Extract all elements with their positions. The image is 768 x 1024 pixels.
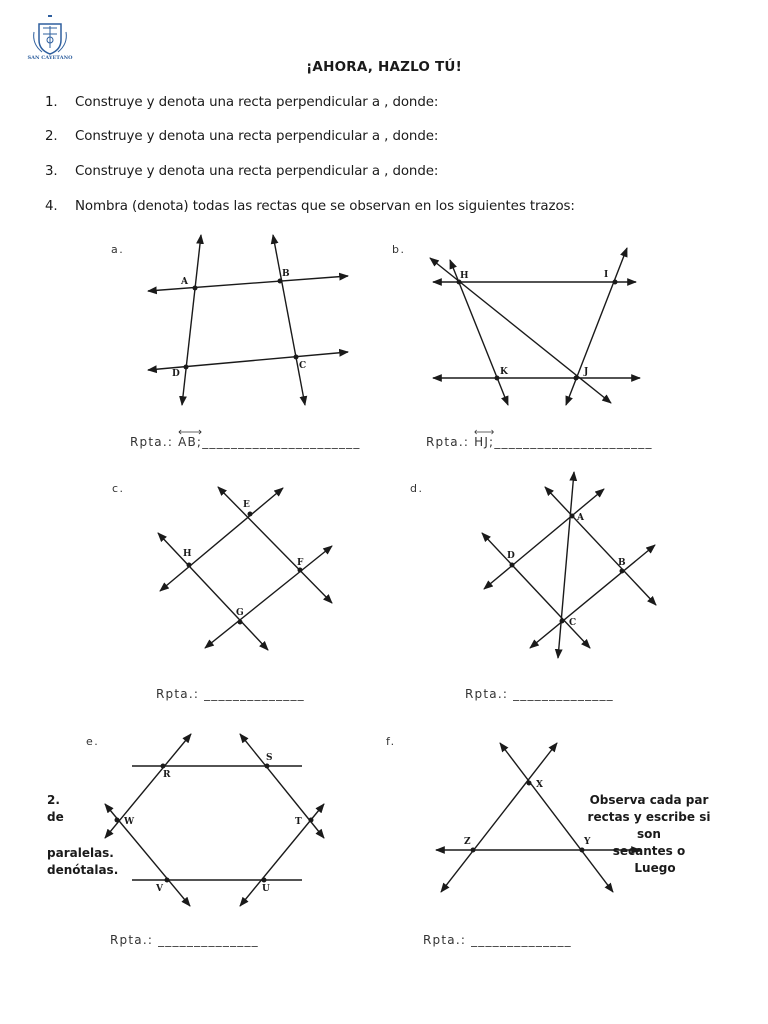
problem-b-label: b. <box>392 243 406 256</box>
fig-f-point-y: Y <box>584 837 591 847</box>
fig-d-point-d: D <box>507 551 515 561</box>
fig-d-point-c: C <box>569 618 577 628</box>
fig-a-line-ab <box>148 276 348 291</box>
instruction-3: 3. Construye y denota una recta perpendicular a , donde: <box>45 164 439 179</box>
problem-a-label: a. <box>111 243 125 256</box>
fig-a-line-dc <box>148 352 348 370</box>
rpta-d: Rpta.: ______________ <box>465 687 614 701</box>
fig-e-point-u: U <box>262 884 270 894</box>
rpta-a: Rpta.: AB;______________________ <box>130 435 361 449</box>
fig-f-point-z: Z <box>464 837 471 847</box>
rpta-b-answer: HJ; <box>474 435 494 449</box>
fig-a-point-a: A <box>181 277 188 287</box>
fig-e-line-wr <box>105 734 191 838</box>
fig-a-line-ad <box>182 235 201 405</box>
fig-b-point-i: I <box>604 270 609 280</box>
fig-c-point-h: H <box>183 549 192 559</box>
fig-b-point-h: H <box>460 271 469 281</box>
fig-f-line-xz <box>441 743 557 892</box>
note-line-3: secantes o <box>612 844 686 858</box>
observation-note <box>574 792 724 877</box>
side-text-2: de <box>47 810 64 824</box>
fig-c-line-hg <box>158 533 268 650</box>
page-title: ¡AHORA, HAZLO TÚ! <box>306 59 462 75</box>
fig-c-point-f: F <box>297 558 304 568</box>
fig-e-point-t: T <box>295 817 302 827</box>
fig-d-line-dc <box>482 533 590 648</box>
fig-d-line-ac <box>558 472 577 658</box>
fig-d-line-ab <box>545 487 656 605</box>
note-line-2: rectas y escribe si son <box>587 810 711 841</box>
rpta-a-answer: AB; <box>178 435 202 449</box>
fig-e-point-v: V <box>156 884 163 894</box>
side-text-4: denótalas. <box>47 863 119 877</box>
fig-c-point-g: G <box>236 608 244 618</box>
note-line-4: Luego <box>634 861 676 875</box>
fig-e-point-w: W <box>124 817 135 827</box>
instruction-4: 4. Nombra (denota) todas las rectas que se observan en los siguientes trazos: <box>45 199 575 214</box>
fig-c-line-he <box>160 488 283 591</box>
rpta-c: Rpta.: ______________ <box>156 687 305 701</box>
side-text-1: 2. <box>47 793 60 807</box>
fig-c-point-e: E <box>243 500 250 510</box>
fig-a-point-b: B <box>282 269 290 279</box>
fig-c-line-ef <box>218 487 332 603</box>
fig-d-point-b: B <box>618 558 626 568</box>
fig-a-point-d: D <box>172 369 180 379</box>
problem-f-label: f. <box>386 735 396 748</box>
fig-f-point-x: X <box>536 780 543 790</box>
fig-d-line-cb <box>530 545 655 648</box>
rpta-f: Rpta.: ______________ <box>423 933 572 947</box>
fig-b-point-k: K <box>500 367 508 377</box>
fig-a-line-bc <box>273 235 305 405</box>
logo-text: SAN CAYETANO <box>27 55 73 61</box>
note-line-1: Observa cada par <box>589 793 709 807</box>
problem-e-label: e. <box>86 735 100 748</box>
fig-a-point-c: C <box>299 361 307 371</box>
fig-e-point-s: S <box>266 753 273 763</box>
instruction-2: 2. Construye y denota una recta perpendicular a , donde: <box>45 129 439 144</box>
side-text-3: paralelas. <box>47 846 114 860</box>
fig-d-point-a: A <box>577 513 584 523</box>
instruction-1: 1. Construye y denota una recta perpendicular a , donde: <box>45 95 439 110</box>
fig-b-line-ij <box>566 248 627 405</box>
fig-c-line-gf <box>205 546 332 648</box>
rpta-b: Rpta.: HJ;______________________ <box>426 435 653 449</box>
fig-d-line-da <box>484 489 604 589</box>
rpta-e: Rpta.: ______________ <box>110 933 259 947</box>
fig-e-point-r: R <box>163 770 171 780</box>
problem-d-label: d. <box>410 482 424 495</box>
problem-c-label: c. <box>112 482 125 495</box>
fig-b-point-j: J <box>584 367 589 377</box>
